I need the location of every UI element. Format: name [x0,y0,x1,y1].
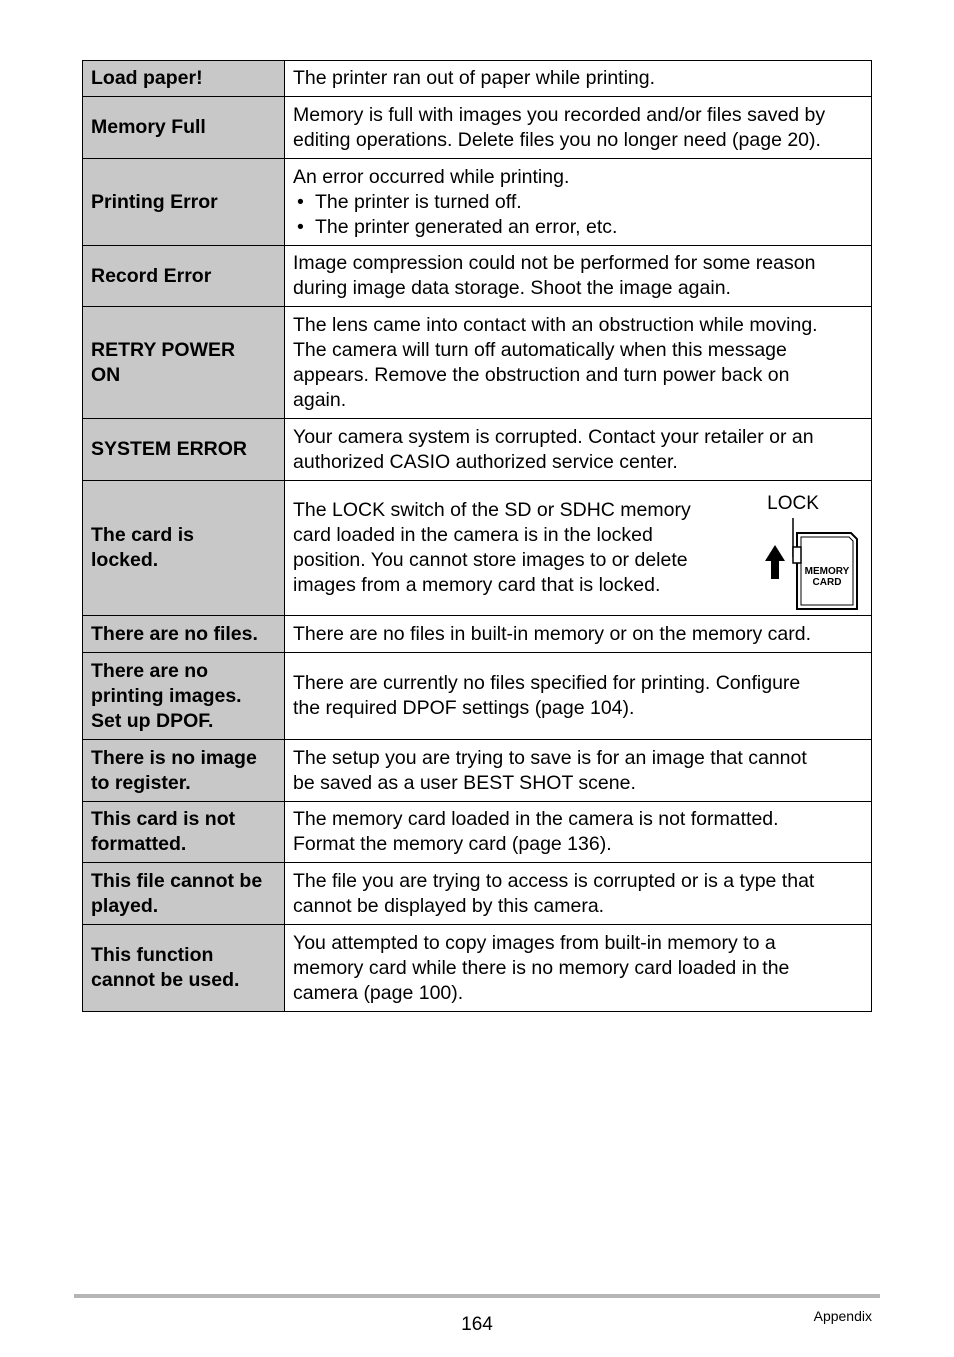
message-name [83,925,285,1012]
card-label-line-2: CARD [812,577,842,588]
up-arrow-icon [765,545,785,579]
message-description [285,61,872,97]
message-row [83,481,872,616]
message-row [83,925,872,1012]
message-description [285,307,872,419]
lock-description-text [293,498,743,598]
message-description [285,653,872,740]
description-line: The file you are trying to access is corrupted or is a type that [293,869,815,892]
message-name-line: ON [91,363,121,386]
message-name-line: printing images. [91,684,242,707]
message-description [285,97,872,159]
message-row [83,653,872,740]
error-message-table [82,60,872,1012]
message-description [285,802,872,863]
message-row [83,419,872,481]
message-name [83,863,285,925]
message-name-line: Set up DPOF. [91,709,214,732]
message-description [285,481,872,616]
bullet-dot-icon: • [297,215,304,238]
message-name [83,307,285,419]
message-name-line: played. [91,894,159,917]
message-name [83,616,285,653]
description-line: The lens came into contact with an obstruction while moving. [293,313,818,336]
description-line: The printer ran out of paper while printing. [293,67,656,89]
message-name [83,97,285,159]
description-line: Your camera system is corrupted. Contact your retailer or an [293,425,814,448]
message-row [83,61,872,97]
memory-card-icon [763,487,863,615]
message-name-line: There is no image [91,746,257,769]
message-name-line: Printing Error [91,190,218,213]
card-label-line-1: MEMORY [804,566,850,577]
message-description [285,246,872,307]
description-line: Image compression could not be performed for some reason [293,252,816,274]
description-line: There are currently no files specified for printing. Configure [293,672,801,694]
message-row [83,97,872,159]
description-line: images from a memory card that is locked. [293,574,661,596]
message-description [285,925,872,1012]
message-row [83,159,872,246]
message-name-line: locked. [91,549,159,571]
message-name [83,159,285,246]
description-line: An error occurred while printing. [293,165,570,188]
description-line: Memory is full with images you recorded and/or files saved by [293,103,826,126]
message-name [83,61,285,97]
message-row [83,863,872,925]
description-line: The LOCK switch of the SD or SDHC memory [293,499,691,521]
page-number: 164 [461,1314,493,1335]
bullet-text: The printer generated an error, etc. [315,215,618,238]
message-name-line: to register. [91,771,191,794]
description-line: card loaded in the camera is in the locked [293,524,653,546]
message-name [83,481,285,616]
description-line: authorized CASIO authorized service center. [293,450,678,473]
message-name-line: cannot be used. [91,969,240,991]
message-description [285,863,872,925]
lock-switch-figure [763,487,863,615]
message-name-line: formatted. [91,833,187,855]
message-name-line: There are no files. [91,622,258,645]
message-name-line: There are no [91,659,209,682]
message-row [83,740,872,802]
message-row [83,802,872,863]
description-line: during image data storage. Shoot the image again. [293,277,731,299]
message-name-line: The card is [91,524,194,546]
description-line: memory card while there is no memory card loaded in the [293,956,790,979]
message-name-line: Memory Full [91,116,206,138]
message-row [83,616,872,653]
lock-label: LOCK [767,493,819,514]
message-name-line: Record Error [91,264,212,287]
description-line: Format the memory card (page 136). [293,833,612,855]
description-line: camera (page 100). [293,981,464,1004]
footer-rule [74,1294,880,1298]
description-line: cannot be displayed by this camera. [293,894,605,917]
lock-switch [793,547,801,563]
message-name-line: This function [91,944,214,966]
description-line: There are no files in built-in memory or on the memory card. [293,622,812,645]
description-line: position. You cannot store images to or delete [293,549,688,571]
bullet-item [293,215,863,240]
message-name-line: RETRY POWER [91,338,236,361]
message-name-line: SYSTEM ERROR [91,438,248,460]
description-line: the required DPOF settings (page 104). [293,697,635,719]
message-name [83,419,285,481]
description-line: The camera will turn off automatically when this message [293,338,787,361]
description-line: be saved as a user BEST SHOT scene. [293,771,636,794]
message-name [83,802,285,863]
message-rows [83,61,872,1012]
bullet-text: The printer is turned off. [315,190,522,213]
description-line: editing operations. Delete files you no longer need (page 20). [293,128,821,151]
section-name: Appendix [813,1308,872,1324]
description-line: again. [293,388,347,411]
message-name [83,246,285,307]
description-line: You attempted to copy images from built-in memory to a [293,931,776,954]
description-line: appears. Remove the obstruction and turn power back on [293,363,790,386]
description-line: The memory card loaded in the camera is not formatted. [293,808,779,830]
message-name [83,653,285,740]
message-name [83,740,285,802]
message-description [285,419,872,481]
bullet-item [293,190,863,215]
message-description [285,159,872,246]
message-row [83,246,872,307]
message-name-line: Load paper! [91,67,203,89]
description-line: The setup you are trying to save is for an image that cannot [293,746,807,769]
message-row [83,307,872,419]
message-description [285,616,872,653]
message-name-line: This file cannot be [91,869,263,892]
message-description [285,740,872,802]
message-name-line: This card is not [91,808,236,830]
bullet-dot-icon: • [297,190,304,213]
